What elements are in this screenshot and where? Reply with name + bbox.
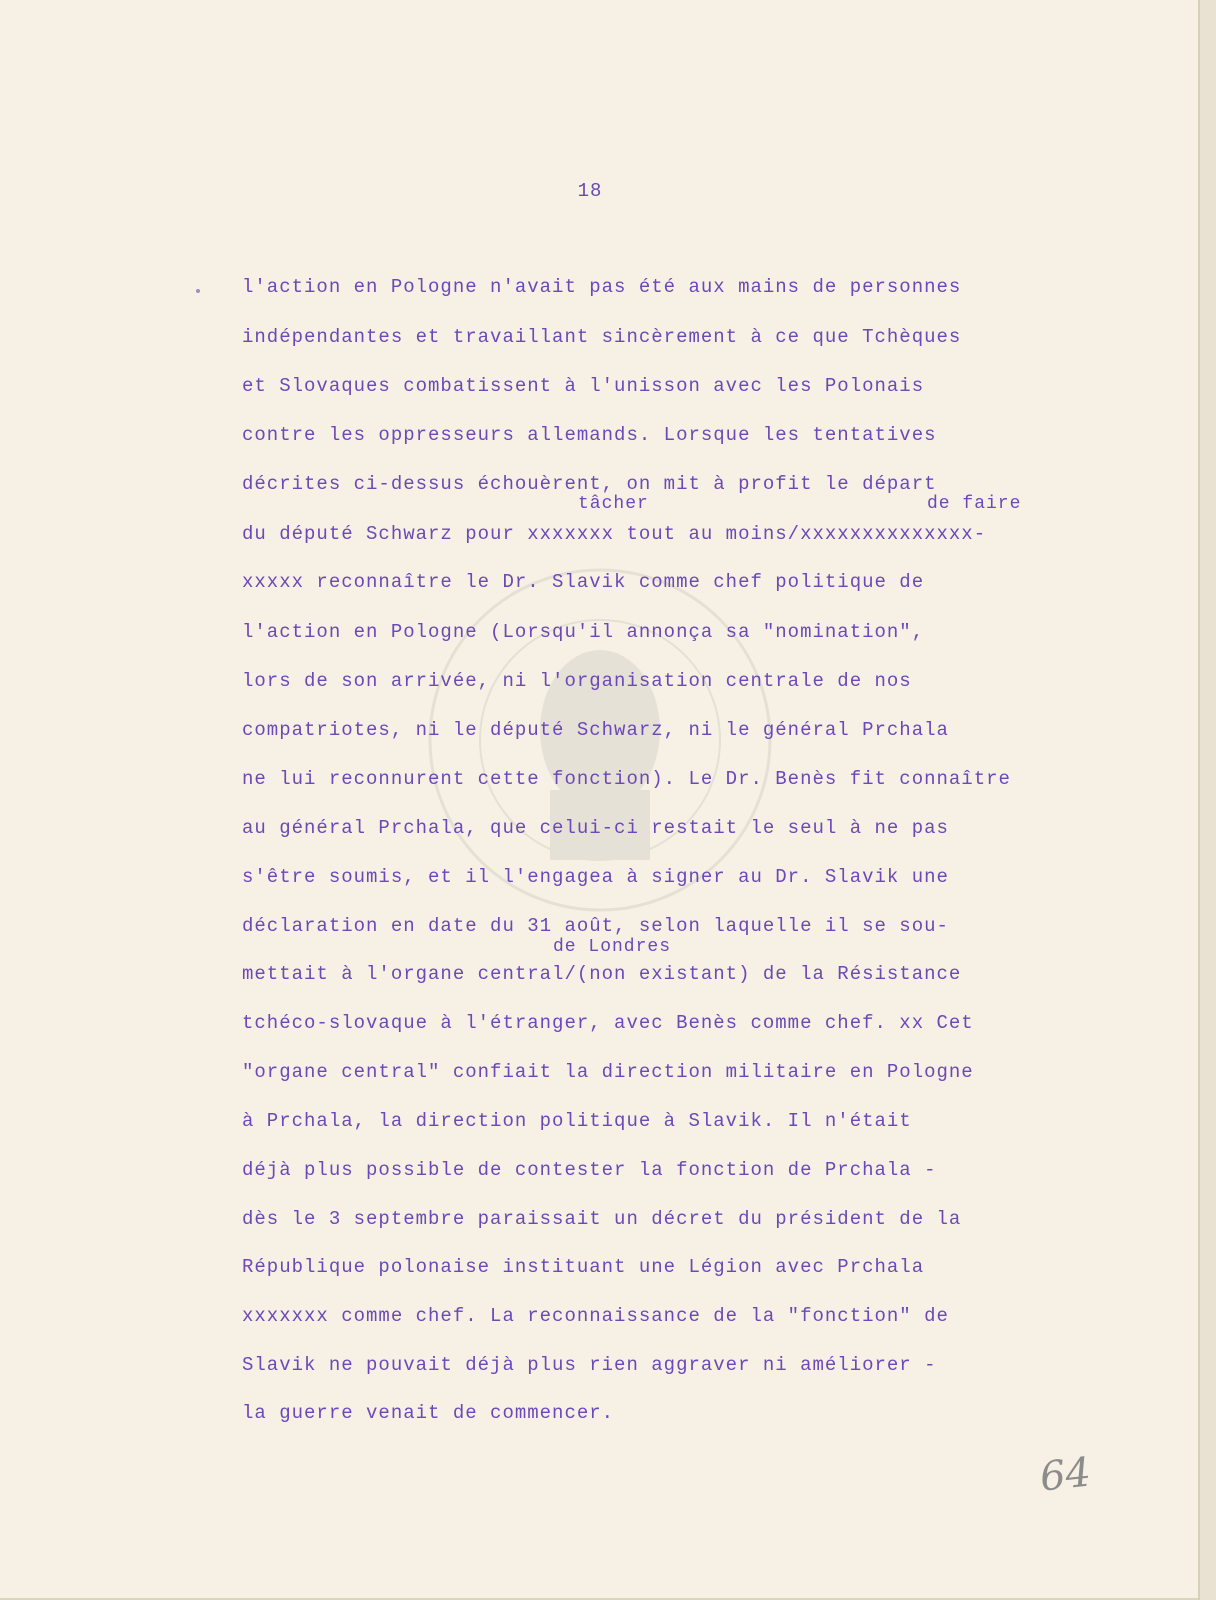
text-line: l'action en Pologne n'avait pas été aux mains de personnes (242, 276, 962, 298)
page-number: 18 (577, 180, 603, 202)
text-line: la guerre venait de commencer. (242, 1402, 615, 1424)
text-line: ne lui reconnurent cette fonction). Le Dr. Benès fit connaître (242, 768, 1011, 790)
insertion-de-londres: de Londres (553, 937, 672, 957)
text-line: du député Schwarz pour xxxxxxx tout au moins/xxxxxxxxxxxxxx- (242, 523, 987, 545)
text-line: décrites ci-dessus échouèrent, on mit à profit le départ (242, 473, 937, 495)
margin-mark (196, 289, 200, 293)
insertion-de-faire: de faire (927, 494, 1022, 514)
text-line: tchéco-slovaque à l'étranger, avec Benès comme chef. xx Cet (242, 1012, 974, 1034)
text-line: déclaration en date du 31 août, selon laquelle il se sou- (242, 915, 949, 937)
text-line: République polonaise instituant une Légion avec Prchala (242, 1256, 925, 1278)
text-line: lors de son arrivée, ni l'organisation centrale de nos (242, 670, 912, 692)
text-line: xxxxx reconnaître le Dr. Slavik comme chef politique de (242, 571, 925, 593)
text-line: et Slovaques combatissent à l'unisson avec les Polonais (242, 375, 925, 397)
text-line: déjà plus possible de contester la fonction de Prchala - (242, 1159, 937, 1181)
text-line: s'être soumis, et il l'engagea à signer au Dr. Slavik une (242, 866, 949, 888)
text-line: "organe central" confiait la direction militaire en Pologne (242, 1061, 974, 1083)
text-line: dès le 3 septembre paraissait un décret du président de la (242, 1208, 962, 1230)
text-line: à Prchala, la direction politique à Slavik. Il n'était (242, 1110, 912, 1132)
insertion-tacher: tâcher (578, 494, 649, 514)
text-line: Slavik ne pouvait déjà plus rien aggraver ni améliorer - (242, 1354, 937, 1376)
text-line: xxxxxxx comme chef. La reconnaissance de la "fonction" de (242, 1305, 949, 1327)
text-line: mettait à l'organe central/(non existant) de la Résistance (242, 963, 962, 985)
text-line: au général Prchala, que celui-ci restait le seul à ne pas (242, 817, 949, 839)
text-line: l'action en Pologne (Lorsqu'il annonça sa "nomination", (242, 621, 925, 643)
text-line: indépendantes et travaillant sincèrement à ce que Tchèques (242, 326, 962, 348)
text-line: contre les oppresseurs allemands. Lorsque les tentatives (242, 424, 937, 446)
handwritten-folio-number: 64 (1037, 1449, 1094, 1501)
text-line: compatriotes, ni le député Schwarz, ni le général Prchala (242, 719, 949, 741)
